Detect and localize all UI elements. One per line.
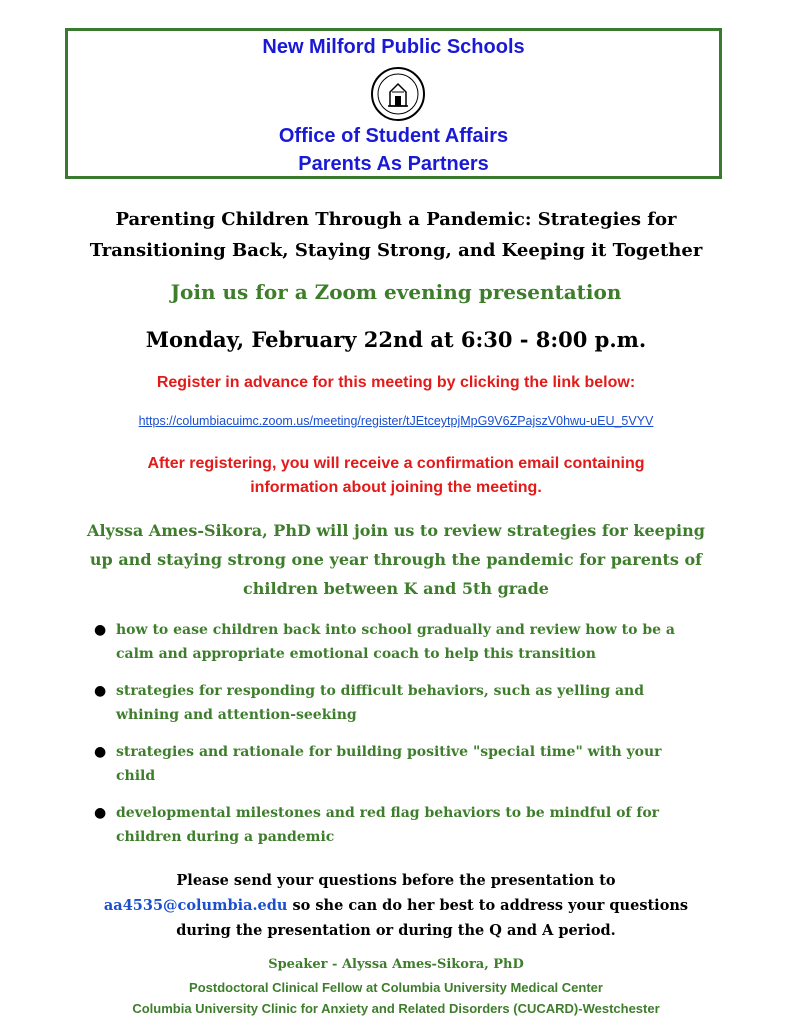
- office-title: Office of Student Affairs: [278, 125, 509, 147]
- list-item: [0, 740, 700, 788]
- register-prompt: Register in advance for this meeting by clicking the link below:: [156, 374, 636, 391]
- event-title-line-2: Transitioning Back, Staying Strong, and Keeping it Together: [89, 240, 703, 261]
- speaker-intro-line-2: up and staying strong one year through the pandemic for parents of: [89, 550, 703, 569]
- school-name: New Milford Public Schools: [262, 36, 525, 58]
- bullet-icon: ●: [94, 744, 107, 760]
- school-seal-logo: [368, 66, 428, 122]
- registration-note-line-2: information about joining the meeting.: [250, 479, 542, 496]
- list-item-line-2: whining and attention-seeking: [116, 707, 357, 723]
- event-title: [0, 204, 792, 266]
- speaker-intro: [70, 516, 722, 603]
- topic-list: [0, 618, 700, 862]
- questions-line-3: during the presentation or during the Q and A period.: [176, 922, 616, 939]
- header-box: [65, 28, 722, 179]
- bullet-icon: ●: [94, 622, 107, 638]
- join-heading: Join us for a Zoom evening presentation: [170, 280, 622, 304]
- list-item-line-1: how to ease children back into school gradually and review how to be a: [116, 622, 675, 638]
- event-date: Monday, February 22nd at 6:30 - 8:00 p.m.: [145, 327, 647, 352]
- speaker-clinic: Columbia University Clinic for Anxiety and Related Disorders (CUCARD)-Westchester: [132, 1001, 660, 1016]
- list-item-line-2: calm and appropriate emotional coach to help this transition: [116, 646, 596, 662]
- list-item: [0, 618, 700, 666]
- list-item-line-2: child: [116, 768, 156, 784]
- list-item-line-1: strategies for responding to difficult behaviors, such as yelling and: [116, 683, 645, 699]
- speaker-intro-line-1: Alyssa Ames-Sikora, PhD will join us to review strategies for keeping: [87, 521, 705, 540]
- speaker-role: Postdoctoral Clinical Fellow at Columbia University Medical Center: [189, 980, 603, 995]
- event-title-line-1: Parenting Children Through a Pandemic: Strategies for: [115, 209, 677, 230]
- speaker-intro-line-3: children between K and 5th grade: [243, 579, 549, 598]
- list-item-line-1: developmental milestones and red flag behaviors to be mindful of for: [116, 805, 660, 821]
- speaker-name: Speaker - Alyssa Ames-Sikora, PhD: [268, 957, 524, 972]
- questions-line-2: [0, 893, 792, 918]
- bullet-icon: ●: [94, 805, 107, 821]
- registration-note-line-1: After registering, you will receive a confirmation email containing: [147, 455, 645, 472]
- registration-note: [0, 452, 792, 500]
- list-item: [0, 679, 700, 727]
- register-link[interactable]: https://columbiacuimc.zoom.us/meeting/register/tJEtceytpjMpG9V6ZPajszV0hwu-uEU_5VYV: [138, 414, 654, 428]
- list-item: [0, 801, 700, 849]
- list-item-line-1: strategies and rationale for building positive "special time" with your: [116, 744, 662, 760]
- questions-note: [0, 868, 792, 943]
- bullet-icon: ●: [94, 683, 107, 699]
- contact-email-link[interactable]: aa4535@columbia.edu: [103, 897, 288, 914]
- program-title: Parents As Partners: [298, 153, 489, 175]
- questions-line-2-rest: so she can do her best to address your questions: [287, 897, 689, 914]
- list-item-line-2: children during a pandemic: [116, 829, 335, 845]
- questions-line-1: Please send your questions before the presentation to: [176, 872, 616, 889]
